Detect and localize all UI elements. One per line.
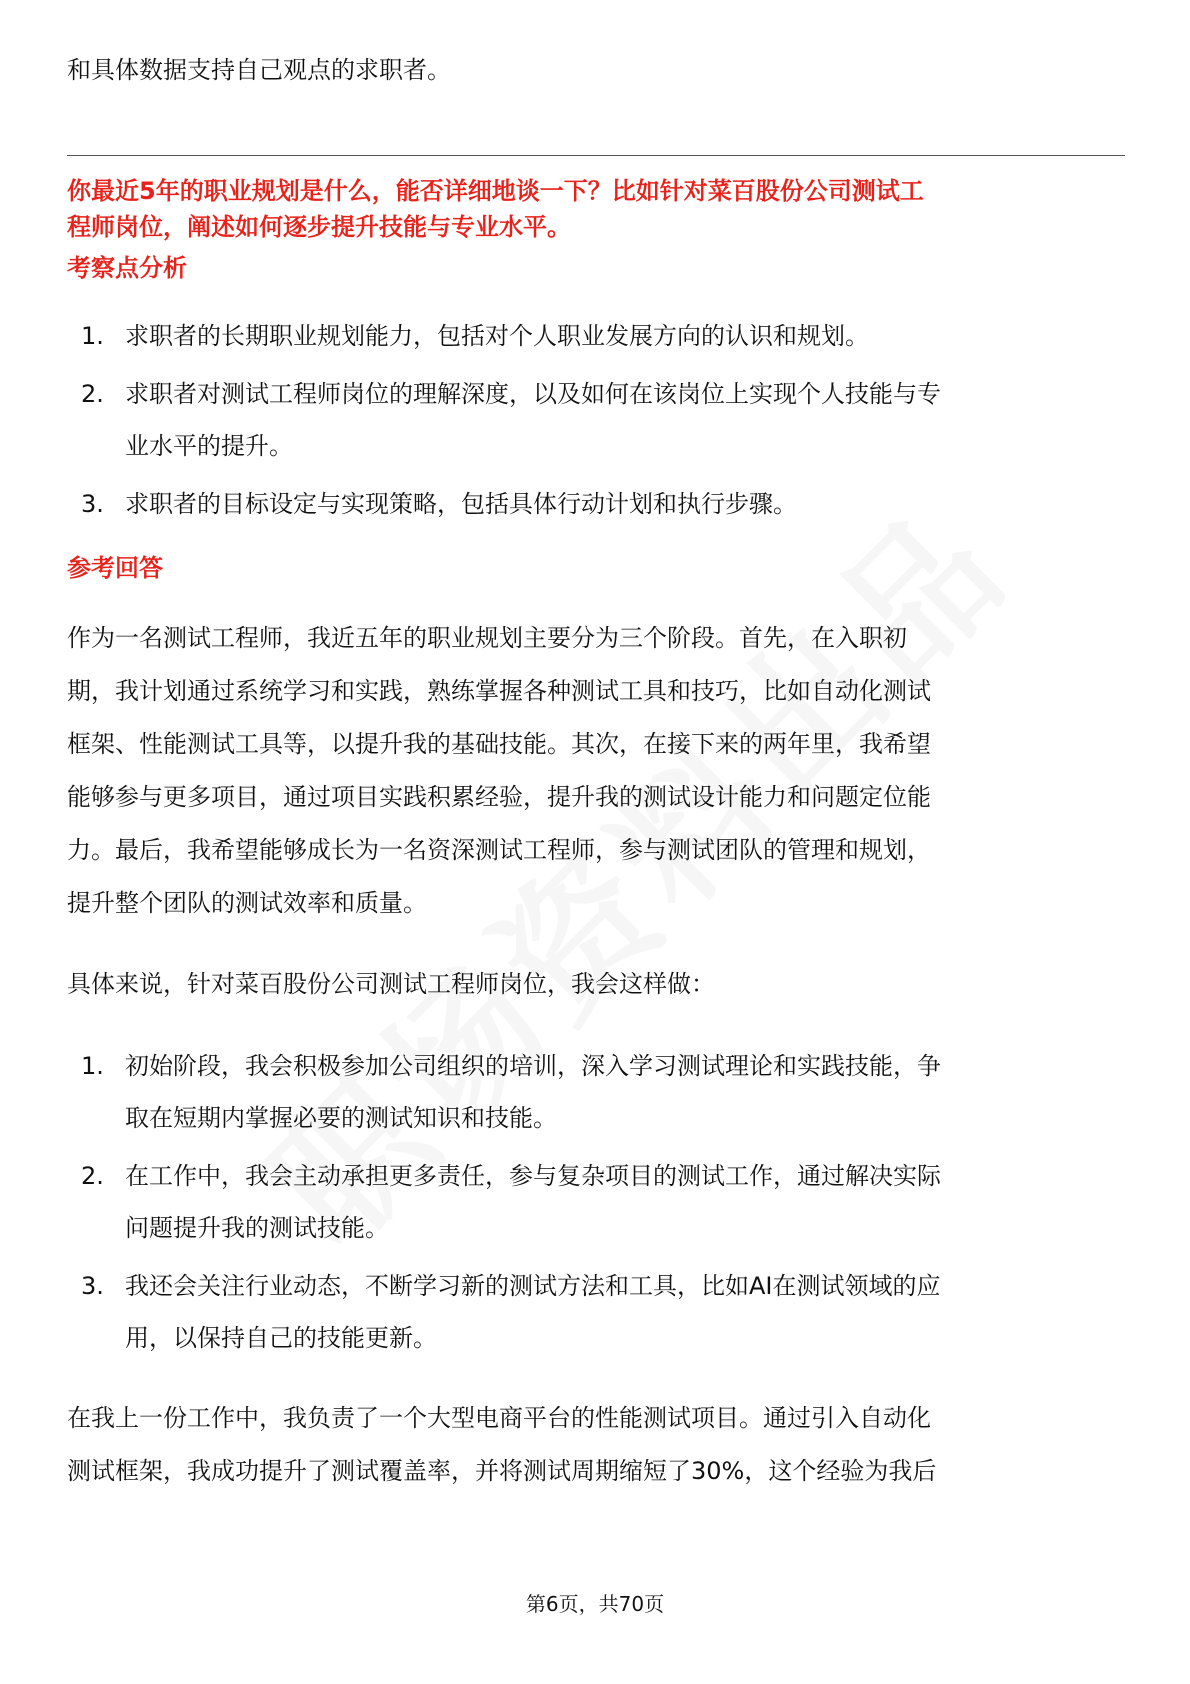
paragraph-line: 框架、性能测试工具等，以提升我的基础技能。其次，在接下来的两年里，我希望 [67,730,931,758]
list-item [67,1040,1127,1144]
list-line: 用，以保持自己的技能更新。 [125,1324,437,1352]
list-line: 初始阶段，我会积极参加公司组织的培训，深入学习测试理论和实践技能，争 [125,1052,941,1080]
list-number: 1. [81,322,104,350]
list-line: 取在短期内掌握必要的测试知识和技能。 [125,1104,557,1132]
list-item [67,478,1127,530]
paragraph-line: 在我上一份工作中，我负责了一个大型电商平台的性能测试项目。通过引入自动化 [67,1404,931,1432]
answer-title: 参考回答 [67,554,163,582]
paragraph-line: 测试框架，我成功提升了测试覆盖率，并将测试周期缩短了30%，这个经验为我后 [67,1457,937,1485]
answer-paragraph-1 [67,612,1127,930]
list-line: 求职者对测试工程师岗位的理解深度，以及如何在该岗位上实现个人技能与专 [125,380,941,408]
list-line: 我还会关注行业动态，不断学习新的测试方法和工具，比如AI在测试领域的应 [125,1272,941,1300]
paragraph-line: 力。最后，我希望能够成长为一名资深测试工程师，参与测试团队的管理和规划， [67,836,931,864]
list-line: 问题提升我的测试技能。 [125,1214,389,1242]
paragraph-line: 能够参与更多项目，通过项目实践积累经验，提升我的测试设计能力和问题定位能 [67,783,931,811]
list-item [67,368,1127,472]
list-line: 业水平的提升。 [125,432,293,460]
paragraph-line: 提升整个团队的测试效率和质量。 [67,889,427,917]
list-line: 求职者的目标设定与实现策略，包括具体行动计划和执行步骤。 [125,490,797,518]
paragraph-line: 作为一名测试工程师，我近五年的职业规划主要分为三个阶段。首先，在入职初 [67,624,907,652]
answer-list [67,1040,1127,1370]
list-item [67,1260,1127,1364]
question-heading [67,173,1127,245]
list-number: 1. [81,1052,104,1080]
list-item [67,1150,1127,1254]
list-item [67,310,1127,362]
paragraph-line: 期，我计划通过系统学习和实践，熟练掌握各种测试工具和技巧，比如自动化测试 [67,677,931,705]
question-line: 程师岗位，阐述如何逐步提升技能与专业水平。 [67,213,571,241]
analysis-title: 考察点分析 [67,254,187,282]
question-line: 你最近5年的职业规划是什么，能否详细地谈一下？比如针对菜百股份公司测试工 [67,177,924,205]
paragraph-line: 具体来说，针对菜百股份公司测试工程师岗位，我会这样做： [67,970,715,998]
list-number: 2. [81,380,104,408]
analysis-list [67,310,1127,536]
list-number: 3. [81,1272,104,1300]
answer-paragraph-2 [67,958,1127,1011]
list-line: 求职者的长期职业规划能力，包括对个人职业发展方向的认识和规划。 [125,322,869,350]
divider [67,155,1125,156]
page-footer: 第6页，共70页 [525,1592,665,1616]
list-line: 在工作中，我会主动承担更多责任，参与复杂项目的测试工作，通过解决实际 [125,1162,941,1190]
intro-tail-text: 和具体数据支持自己观点的求职者。 [67,56,451,84]
answer-paragraph-3 [67,1392,1127,1498]
list-number: 3. [81,490,104,518]
list-number: 2. [81,1162,104,1190]
